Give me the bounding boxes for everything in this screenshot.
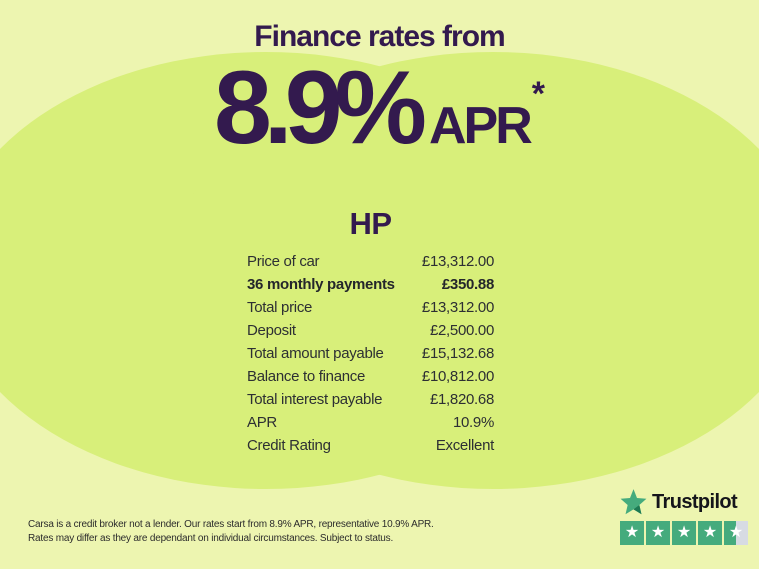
rate-asterisk: * [531,75,546,113]
finance-row-label: Deposit [247,322,296,339]
finance-row-value: 10.9% [452,414,494,431]
finance-row [247,434,494,457]
finance-row-value: £13,312.00 [421,253,494,270]
finance-row [247,365,494,388]
finance-row-value: £10,812.00 [421,368,494,385]
finance-row [247,296,494,319]
trustpilot-star-box: ★ [724,521,748,545]
rate-display [0,50,759,166]
finance-row-value: £15,132.68 [421,345,494,362]
disclaimer-line-1: Carsa is a credit broker not a lender. Our rates start from 8.9% APR, representative 10.9% APR. [28,519,434,530]
disclaimer [28,518,434,545]
finance-row-value: £1,820.68 [429,391,494,408]
finance-row-value: Excellent [435,437,494,454]
finance-table [247,250,494,457]
trustpilot-star-box: ★ [620,521,644,545]
finance-row [247,250,494,273]
finance-row-label: Credit Rating [247,437,331,454]
rate-value: 8.9% [213,50,419,166]
finance-row-label: Total price [247,299,313,316]
finance-row [247,388,494,411]
finance-row [247,411,494,434]
finance-row [247,273,494,296]
finance-row-label: 36 monthly payments [247,276,395,293]
finance-row [247,319,494,342]
disclaimer-line-2: Rates may differ as they are dependant on individual circumstances. Subject to status. [28,532,394,544]
trustpilot-star-box: ★ [672,521,696,545]
finance-row-label: Total amount payable [247,345,384,362]
finance-row-value: £13,312.00 [421,299,494,316]
trustpilot-wordmark: Trustpilot [652,490,738,513]
trustpilot-stars [620,521,748,545]
finance-row-label: Balance to finance [247,368,366,385]
finance-row-label: APR [247,414,277,431]
rate-unit: APR [429,97,530,155]
finance-row-label: Price of car [247,253,320,270]
trustpilot-star-box: ★ [646,521,670,545]
finance-row-value: £350.88 [441,276,494,293]
finance-row-label: Total interest payable [247,391,383,408]
finance-row [247,342,494,365]
trustpilot-star-box: ★ [698,521,722,545]
headline: Finance rates from [254,20,505,53]
finance-row-value: £2,500.00 [429,322,494,339]
trustpilot-widget [620,489,748,545]
trustpilot-logo [620,489,748,515]
product-title: HP [349,206,392,241]
trustpilot-star-icon [620,489,647,515]
